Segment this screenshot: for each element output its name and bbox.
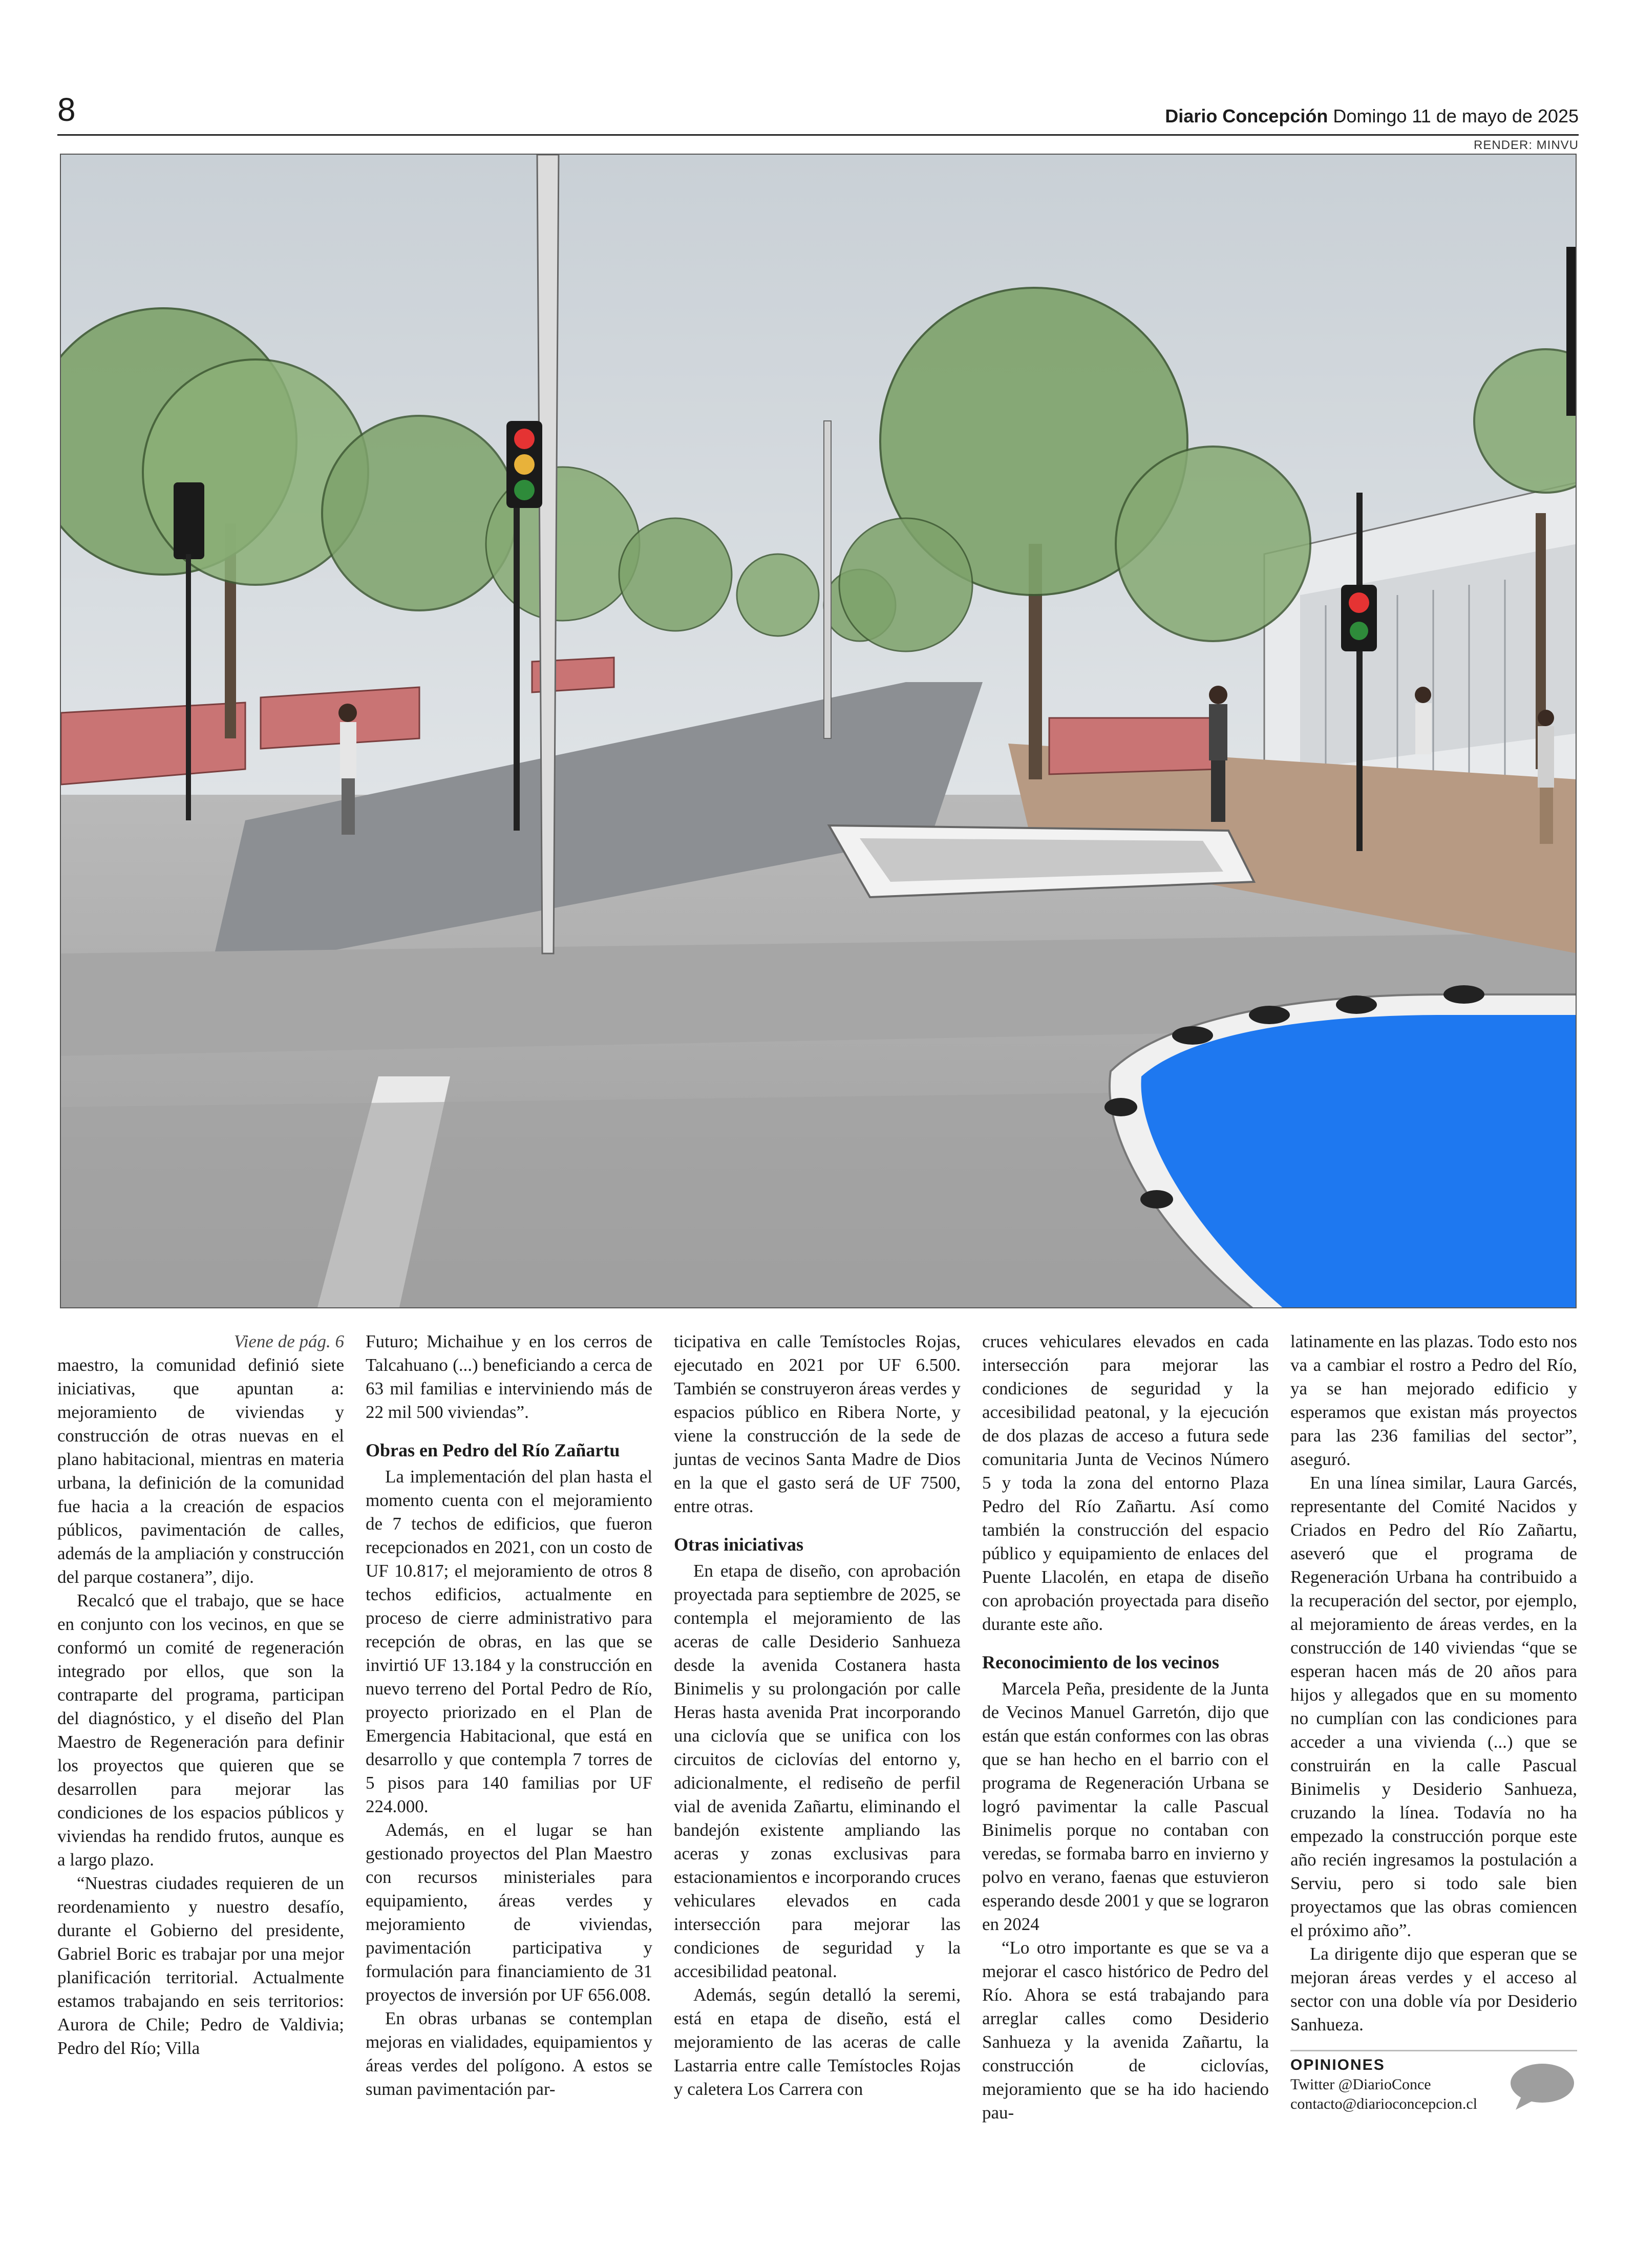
paragraph: ticipativa en calle Temístocles Rojas, ejecutado en 2021 por UF 6.500. También se construyeron áreas verdes y espacios público en Ribera Norte, y viene la construcción de la sede de juntas de vecinos Santa Madre de Dios en la que el gasto será de UF 7500, entre otras.: [674, 1331, 961, 1516]
issue-date: Domingo 11 de mayo de 2025: [1333, 105, 1579, 126]
paragraph: cruces vehiculares elevados en cada intersección para mejorar las condiciones de seguridad y la accesibilidad peatonal, y la ejecución de dos plazas de acceso a futura sede comunitaria Junta de Vecinos Número 5 y toda la zona del entorno Plaza Pedro del Río Zañartu. Así como también la construcción del espacio público y equipamiento de enlaces del Puente Llacolén, en etapa de diseño con aprobación proyectada para diseño durante este año.: [982, 1331, 1269, 1634]
paragraph: Además, en el lugar se han gestionado proyectos del Plan Maestro con recursos ministeriales para equipamiento, áreas verdes y mejoramiento de viviendas, pavimentación participativa y formulación para financiamiento de 31 proyectos de inversión por UF 656.008.: [366, 1820, 652, 2005]
paragraph: En etapa de diseño, con aprobación proyectada para septiembre de 2025, se contempla el mejoramiento de las aceras de calle Desiderio Sanhueza desde la avenida Costanera hasta Binimelis y su prolongación por calle Heras hasta avenida Prat incorporando una ciclovía que se unifica con los circuitos de ciclovías del entorno y, adicionalmente, el rediseño de perfil vial de avenida Zañartu, eliminando el bandejón existente ampliando las aceras y zonas exclusivas para estacionamientos e incorporando cruces vehiculares elevados en cada intersección para mejorar las condiciones de seguridad y la accesibilidad peatonal.: [674, 1561, 961, 1981]
contact-email[interactable]: contacto@diarioconcepcion.cl: [1290, 2095, 1477, 2112]
paragraph: La implementación del plan hasta el momento cuenta con el mejoramiento de 7 techos de edificios, que fueron recepcionados en 2021, con un costo de UF 10.817; el mejoramiento de otros 8 techos edificios, actualmente en proceso de cierre administrativo para recepción de obras, en las que se invirtió UF 13.184 y la construcción en nuevo terreno del Portal Pedro de Río, proyecto priorizado en el Plan de Emergencia Habitacional, que está en desarrollo y que contempla 7 torres de 5 pisos para 140 familias por UF 224.000.: [366, 1467, 652, 1816]
paragraph: En obras urbanas se contemplan mejoras en vialidades, equipamientos y áreas verdes del polígono. A estos se suman pavimentación par-: [366, 2008, 652, 2099]
paragraph: Recalcó que el trabajo, que se hace en conjunto con los vecinos, en que se conformó un comité de regeneración integrado por ellos, que son la contraparte del programa, participan del diagnóstico, y el diseño del Plan Maestro de Regeneración para definir los proyectos que quieren que se desarrollen para mejorar las condiciones de los espacios públicos y viviendas ha rendido frutos, aunque es a largo plazo.: [57, 1591, 344, 1870]
render-photo: [60, 154, 1577, 1308]
section-heading-reconocimiento: Reconocimiento de los vecinos: [982, 1652, 1219, 1672]
opiniones-box: [1290, 2050, 1577, 2114]
twitter-handle[interactable]: Twitter @DiarioConce: [1290, 2076, 1431, 2093]
paragraph: “Lo otro importante es que se va a mejorar el casco histórico de Pedro del Río. Ahora se está trabajando para arreglar calles como Desiderio Sanhueza y la avenida Zañartu, la construcción de ciclovías, mejoramiento que se ha ido haciendo pau-: [982, 1938, 1269, 2123]
page-number: 8: [57, 91, 76, 128]
paper-name: Diario Concepción: [1165, 105, 1328, 126]
speech-bubble-icon: [1506, 2062, 1575, 2111]
article-column-1: [57, 1330, 344, 2236]
masthead: [1165, 105, 1579, 127]
paragraph: “Nuestras ciudades requieren de un reordenamiento y nuestro desafío, durante el Gobierno del presidente, Gabriel Boric es trabajar por una mejor planificación territorial. Actualmente estamos trabajando en seis territorios: Aurora de Chile; Pedro de Valdivia; Pedro del Río; Villa: [57, 1873, 344, 2058]
header-rule: [57, 134, 1579, 136]
article-column-2: [366, 1330, 652, 2236]
opiniones-heading: OPINIONES: [1290, 2057, 1385, 2073]
paragraph: La dirigente dijo que esperan que se mejoran áreas verdes y el acceso al sector con una doble vía por Desiderio Sanhueza.: [1290, 1944, 1577, 2034]
paragraph: Futuro; Michaihue y en los cerros de Talcahuano (...) beneficiando a cerca de 63 mil familias e interviniendo más de 22 mil 500 viviendas”.: [366, 1331, 652, 1422]
section-heading-otras: Otras iniciativas: [674, 1534, 803, 1555]
section-heading-obras: Obras en Pedro del Río Zañartu: [366, 1440, 620, 1460]
article-column-4: [982, 1330, 1269, 2236]
paragraph: latinamente en las plazas. Todo esto nos va a cambiar el rostro a Pedro del Río, ya se han mejorado edificio y esperamos que existan más proyectos para las 236 familias del sector”, aseguró.: [1290, 1331, 1577, 1469]
article-column-3: [674, 1330, 961, 2236]
article-body: [57, 1330, 1579, 2236]
street-lamp-far: [824, 421, 831, 738]
paragraph: Marcela Peña, presidente de la Junta de Vecinos Manuel Garretón, dijo que están que están conformes con las obras que se han hecho en el barrio con el programa de Regeneración Urbana se logró pavimentar la calle Pascual Binimelis porque no contaban con veredas, se formaba barro en invierno y polvo en verano, faenas que estuvieron esperando desde 2001 y que se lograron en 2024: [982, 1679, 1269, 1934]
paragraph: En una línea similar, Laura Garcés, representante del Comité Nacidos y Criados en Pedro del Río Zañartu, aseveró que el programa de Regeneración Urbana ha contribuido a la recuperación del sector, por ejemplo, al mejoramiento de áreas verdes, en la construcción de 140 viviendas “que se esperan hacen más de 20 años para hijos y allegados que en su momento no cumplían con las condiciones para acceder a una vivienda (...) que se construirán en la calle Pascual Binimelis y Desiderio Sanhueza, cruzando la línea. Todavía no ha empezado la construcción porque este año recién ingresamos la postulación a Serviu, pero si todo sale bien proyectamos que las obras comiencen el próximo año”.: [1290, 1473, 1577, 1940]
continued-from: Viene de pág. 6: [233, 1331, 344, 1351]
photo-credit: RENDER: MINVU: [1473, 138, 1579, 152]
article-column-5: [1290, 1330, 1577, 2236]
paragraph: Además, según detalló la seremi, está en etapa de diseño, está el mejoramiento de las aceras de calle Lastarria entre calle Temístocles Rojas y caletera Los Carrera con: [674, 1985, 961, 2099]
paragraph: maestro, la comunidad definió siete iniciativas, que apuntan a: mejoramiento de viviendas y construcción de otras nuevas en el plano habitacional, mientras en materia urbana, la definición de la comunidad fue hacia a la creación de espacios públicos, pavimentación de calles, además de la ampliación y construcción del parque costanera”, dijo.: [57, 1355, 344, 1587]
